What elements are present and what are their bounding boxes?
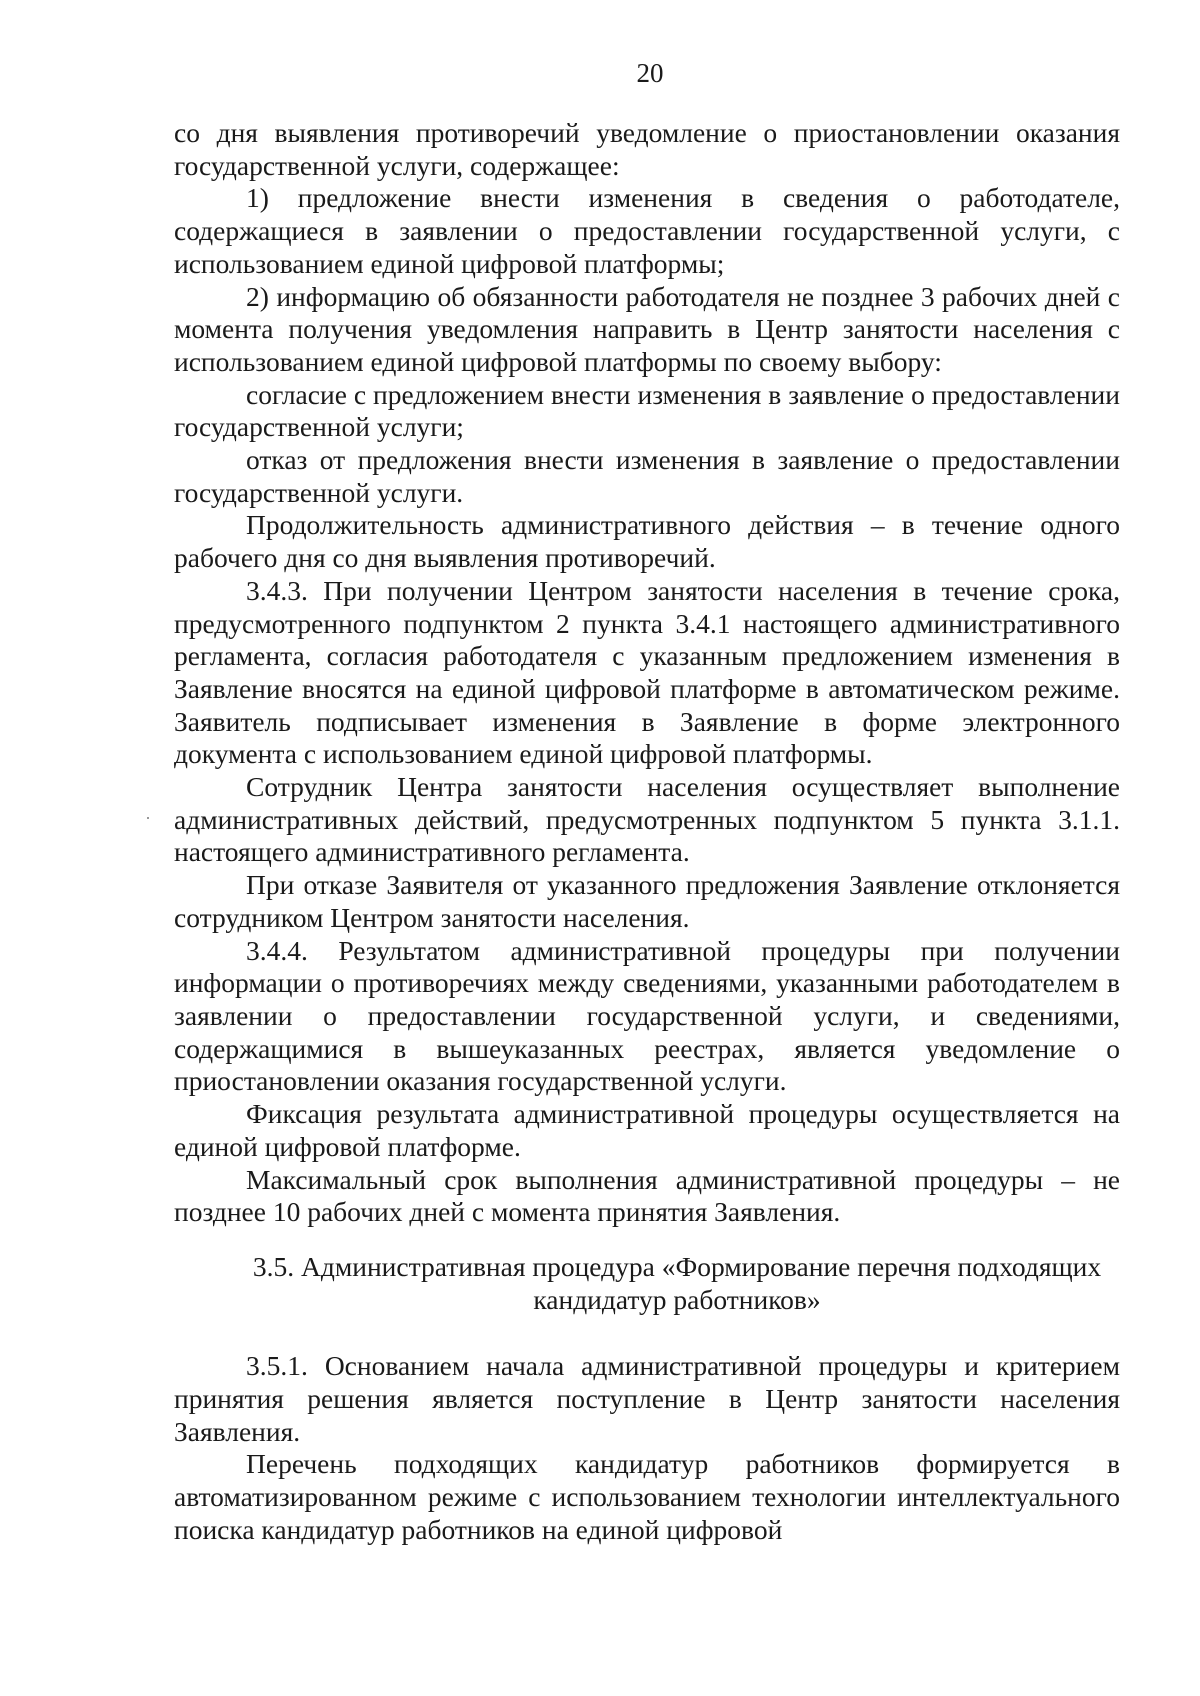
paragraph-item-1: 1) предложение внести изменения в сведения о работодателе, содержащиеся в заявлении о предоставлении государственной услуги, с использованием единой цифровой платформы; <box>174 182 1120 279</box>
paragraph-fixation: Фиксация результата административной процедуры осуществляется на единой цифровой платформе. <box>174 1098 1120 1162</box>
paragraph-item-2: 2) информацию об обязанности работодателя не позднее 3 рабочих дней с момента получения уведомления направить в Центр занятости населения с использованием единой цифровой платформы по своему выбору: <box>174 280 1120 377</box>
page-number: 20 <box>636 58 664 88</box>
scan-artifact-dot <box>147 817 149 819</box>
paragraph-option-agree: согласие с предложением внести изменения в заявление о предоставлении государственной услуги; <box>174 378 1120 443</box>
document-body <box>174 117 1120 1547</box>
section-heading-3-5 <box>174 1251 1120 1316</box>
section-heading-line-2: кандидатур работников» <box>533 1283 821 1315</box>
paragraph-employee-actions: Сотрудник Центра занятости населения осуществляет выполнение административных действий, предусмотренных подпунктом 5 пункта 3.1.1. настоящего административного регламента. <box>174 771 1120 868</box>
paragraph-3-4-3: 3.4.3. При получении Центром занятости населения в течение срока, предусмотренного подпунктом 2 пункта 3.4.1 настоящего административного регламента, согласия работодателя с указанным предложением изменения в Заявление вносятся на единой цифровой платформе в автоматическом режиме. Заявитель подписывает изменения в Заявление в форме электронного документа с использованием единой цифровой платформы. <box>174 574 1120 770</box>
paragraph-duration: Продолжительность административного действия – в течение одного рабочего дня со дня выявления противоречий. <box>174 509 1120 574</box>
paragraph-option-refuse: отказ от предложения внести изменения в заявление о предоставлении государственной услуги. <box>174 444 1120 508</box>
section-heading-line-1: 3.5. Административная процедура «Формирование перечня подходящих <box>252 1250 1102 1282</box>
paragraph-3-5-1: 3.5.1. Основанием начала административной процедуры и критерием принятия решения является поступление в Центр занятости населения Заявления. <box>174 1350 1120 1447</box>
paragraph-candidate-list: Перечень подходящих кандидатур работников формируется в автоматизированном режиме с использованием технологии интеллектуального поиска кандидатур работников на единой цифровой <box>174 1448 1120 1545</box>
paragraph-3-4-4: 3.4.4. Результатом административной процедуры при получении информации о противоречиях между сведениями, указанными работодателем в заявлении о предоставлении государственной услуги, и сведениями, содержащимися в вышеуказанных реестрах, является уведомление о приостановлении оказания государственной услуги. <box>174 934 1120 1097</box>
paragraph-continuation: со дня выявления противоречий уведомление о приостановлении оказания государственной услуги, содержащее: <box>174 117 1120 181</box>
paragraph-refusal: При отказе Заявителя от указанного предложения Заявление отклоняется сотрудником Центром занятости населения. <box>174 869 1120 933</box>
paragraph-max-term: Максимальный срок выполнения административной процедуры – не позднее 10 рабочих дней с момента принятия Заявления. <box>174 1163 1120 1228</box>
